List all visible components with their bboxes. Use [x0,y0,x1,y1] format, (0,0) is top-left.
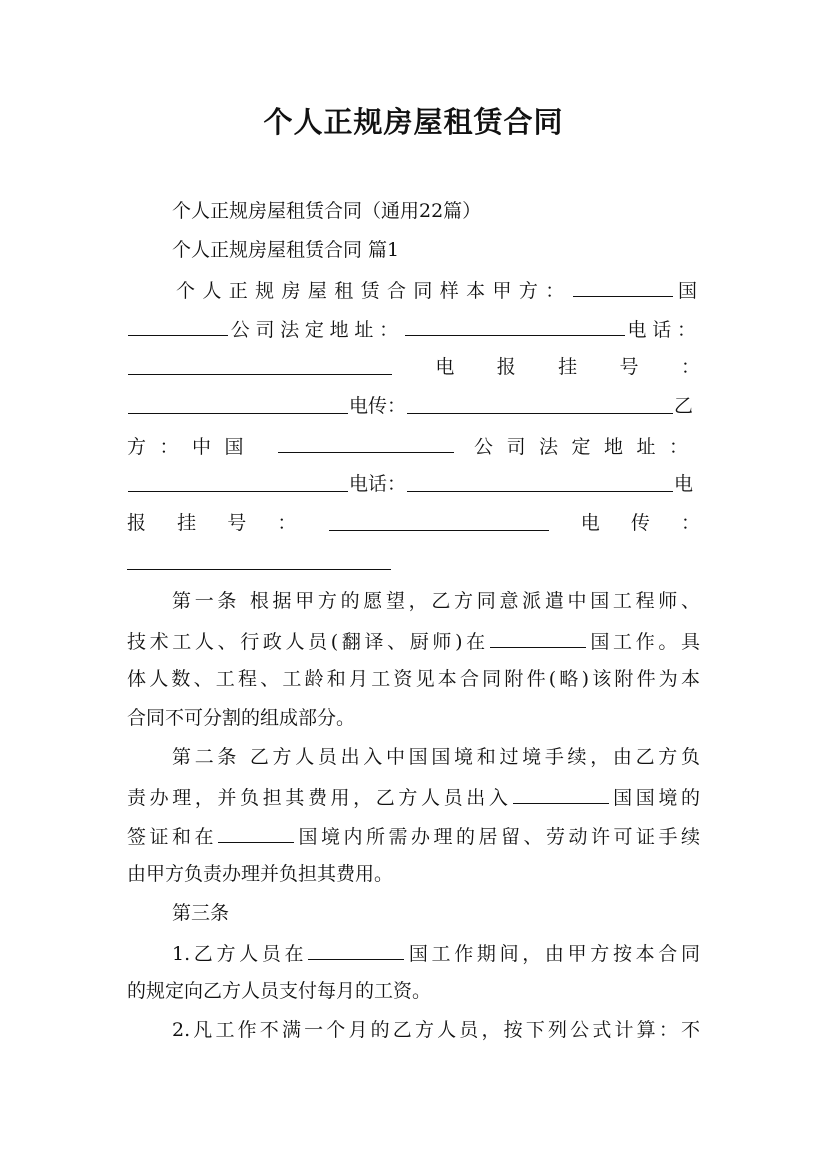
clause-1-line-2: 技术工人、行政人员(翻译、厨师)在 国工作。具 [127,627,700,655]
clause-1-line-1: 第一条 根据甲方的愿望，乙方同意派遣中国工程师、 [172,590,700,612]
blank-field [128,393,348,414]
document-title: 个人正规房屋租赁合同 [263,105,564,139]
blank-field [128,315,228,336]
blank-field [329,510,549,531]
party-b-line-4 [127,549,700,577]
blank-field [127,549,391,570]
blank-field [407,393,673,414]
blank-field [513,783,609,804]
party-a-line-2: 公司法定地址： 电话： [127,315,700,343]
clause-3-item-1-cont: 的规定向乙方人员支付每月的工资。 [127,980,432,1002]
clause-2-line-2: 责办理，并负担其费用，乙方人员出入 国国境的 [127,783,700,811]
party-a-line-1: 个人正规房屋租赁合同样本甲方： 国 [176,276,700,304]
clause-1-line-4: 合同不可分割的组成部分。 [127,707,356,729]
clause-1-line-3: 体人数、工程、工龄和月工资见本合同附件(略)该附件为本 [127,668,700,690]
blank-field [405,315,625,336]
party-a-line-4: 电传： 乙 [127,393,700,419]
clause-3-item-2: 2.凡工作不满一个月的乙方人员，按下列公式计算：不 [172,1019,700,1041]
document-subtitle: 个人正规房屋租赁合同（通用22篇） [172,200,482,222]
clause-2-line-3: 签证和在 国境内所需办理的居留、劳动许可证手续 [127,822,700,850]
party-a-line-3: 电 报 挂 号 ： [127,354,700,380]
blank-field [128,471,348,492]
clause-3-heading: 第三条 [172,902,230,924]
blank-field [573,276,673,297]
blank-field [407,471,673,492]
party-b-line-1: 方：中国 公司法定地址： [127,432,700,460]
party-b-line-3: 报 挂 号 ： 电 传 ： [127,512,700,534]
chapter-heading: 个人正规房屋租赁合同 篇1 [172,239,400,261]
blank-field [490,627,586,648]
clause-3-item-1: 1.乙方人员在 国工作期间，由甲方按本合同 [172,939,700,967]
clause-2-line-1: 第二条 乙方人员出入中国国境和过境手续，由乙方负 [172,746,700,768]
blank-field [128,354,392,375]
clause-2-line-4: 由甲方负责办理并负担其费用。 [127,863,394,885]
blank-field [278,432,454,453]
party-b-line-2: 电话： 电 [127,471,700,497]
blank-field [308,939,404,960]
blank-field [218,822,294,843]
